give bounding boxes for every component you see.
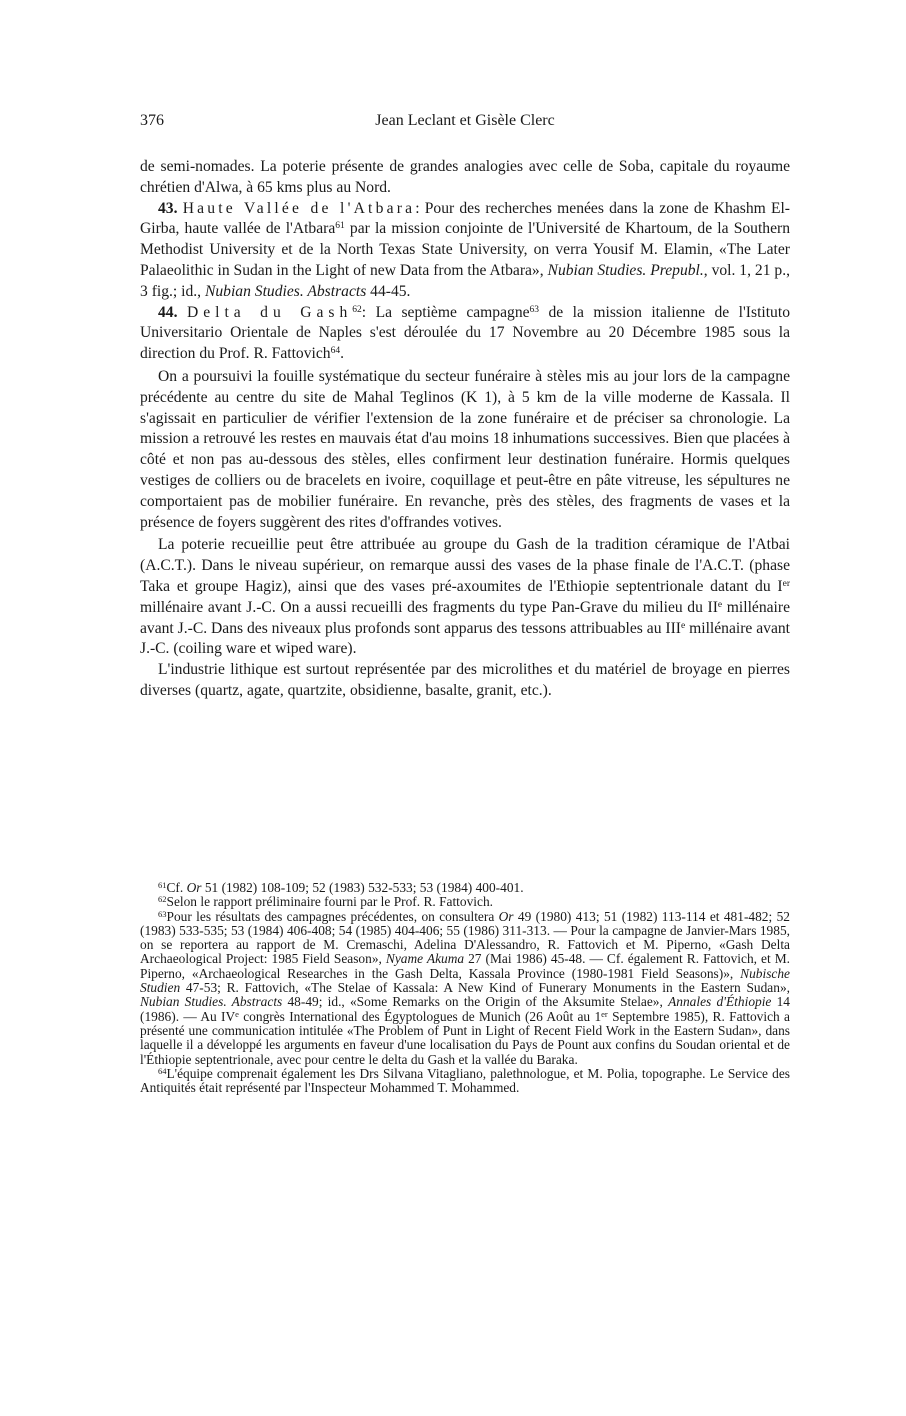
paragraph-lithic: L'industrie lithique est surtout représentée par des microlithes et du matériel de broyage en pierres diverses (quartz, agate, quartzite, obsidienne, basalte, granit, etc.). [140,661,790,699]
section-44-number: 44. [158,303,178,321]
running-head [140,112,790,136]
superscript: e [680,620,686,631]
section-43-text: : Pour des recherches menées dans la zone de Khashm El-Girba, haute vallée de l'Atbara [140,199,790,238]
footnote-text: Selon le rapport préliminaire fourni par le Prof. R. Fattovich. [166,894,494,910]
footnote-text: congrès International des Égyptologues de Munich (26 Août au 1 [238,1008,602,1024]
section-44-text: : La septième campagne [361,303,530,321]
paragraph-soba: de semi-nomades. La poterie présente de grandes analogies avec celle de Soba, capitale du royaume chrétien d'Alwa, à 65 kms plus au Nord. [140,158,790,196]
paragraph-pottery [140,535,790,660]
section-43-text: 44-45. [366,282,411,300]
footnote-text: 51 (1982) 108-109; 52 (1983) 532-533; 53 (1984) 400-401. [201,880,524,895]
paragraph-excavation: On a poursuivi la fouille systématique du secteur funéraire à stèles mis au jour lors de la campagne précédente au centre du site de Mahal Teglinos (K 1), à 5 km de la ville moderne de Kassala. Il s'agissait en particulier de vérifier l'extension de la zone funéraire et de préciser sa chronologie. La mission a retrouvé les restes en mauvais état d'au moins 18 inhumations successives. Bien que placées à côté et non pas au-dessous des stèles, elles confirment leur destination funéraire. Hormis quelques vestiges de colliers ou de bracelets en ivoire, coquillage et peut-être en pâte vitreuse, les sépultures ne comportaient pas de mobilier funéraire. En revanche, près des stèles, des fragments de vases et la présence de foyers suggèrent des rites d'offrandes votives. [140,367,790,531]
superscript: er [782,578,790,589]
paragraph-pottery-text: millénaire avant J.-C. Dans des niveaux plus profonds sont apparus des tessons attribuables au III [140,598,790,637]
section-43 [140,199,790,303]
section-43-text: , vol. 1, 21 p., 3 fig.; id., [140,261,790,300]
footnote-62 [140,895,790,909]
section-43-citation: Nubian Studies. Prepubl. [547,261,704,279]
section-43-heading: Haute Vallée de l'Atbara [182,199,416,217]
footnote-number: 62 [158,894,167,905]
footnote-61 [140,881,790,895]
section-44-heading: Delta du Gash [186,303,353,321]
section-43-text: par la mission conjointe de l'Université de Khartoum, de la Southern Methodist University et de la North Texas State University, on verra Yousif M. Elamin, «The Later Palaeolithic in Sudan in the Light of new Data from the Atbara», [140,220,790,279]
footnote-63 [140,910,790,1067]
footnote-citation: Or [498,908,514,924]
section-43-number: 43. [158,199,178,217]
footnote-citation: Nyame Akuma [385,951,465,967]
footnote-number: 61 [158,880,167,890]
page-number: 376 [140,112,164,129]
section-43-citation: Nubian Studies. Abstracts [204,282,367,300]
superscript: e [717,599,723,610]
paragraph-pottery-text: millénaire avant J.-C. (coiling ware et wiped ware). [140,619,790,658]
section-44 [140,303,790,365]
footnote-text: Cf. [166,880,187,895]
paragraph-pottery-text: La poterie recueillie peut être attribuée au groupe du Gash de la tradition céramique de l'Atbai (A.C.T.). Dans le niveau supérieur, on remarque aussi des vases de la phase finale de l'A.C.T. (phase Taka et groupe Hagiz), ainsi que des vases pré-axoumites de l'Ethiopie septentrionale datant du I [140,536,790,595]
footnote-ref-64[interactable]: 64 [330,346,341,357]
section-44-text: de la mission italienne de l'Istituto Universitario Orientale de Naples s'est déroulée du 17 Novembre au 20 Décembre 1985 sous la direction du Prof. R. Fattovich [140,303,790,363]
footnote-citation: Or [186,880,202,895]
superscript: e [235,1008,239,1019]
footnote-64 [140,1067,790,1096]
footnote-text: 47-53; R. Fattovich, «The Stelae of Kassala: A New Kind of Funerary Monuments in the Eastern Sudan», [180,980,790,996]
header-title: Jean Leclant et Gisèle Clerc [375,112,555,129]
footnote-text: 48-49; id., «Some Remarks on the Origin of the Aksumite Stelae», [282,994,669,1010]
footnote-text: L'équipe comprenait également les Drs Silvana Vitagliano, palethnologue, et M. Polia, topographe. Le Service des Antiquités était représenté par l'Inspecteur Mohammed T. Mohammed. [140,1065,790,1096]
footnote-text: 27 (Mai 1986) 45-48. — Cf. également R. Fattovich, et M. Piperno, «Archaeological Researches in the Gash Delta, Kassala Province (1980-1981 Field Seasons)», [140,951,790,981]
footnote-ref-63[interactable]: 63 [529,304,540,315]
body-text [140,157,790,702]
footnotes [140,881,790,1095]
footnote-citation: Nubische Studien [140,965,790,996]
footnote-text: Pour les résultats des campagnes précédentes, on consultera [166,908,499,924]
footnote-text: 14 (1986). — Au IV [140,994,790,1024]
footnote-ref-62[interactable]: 62 [352,304,362,315]
section-44-text: . [340,345,344,363]
footnote-number: 64 [158,1065,167,1076]
superscript: er [601,1008,608,1019]
footnote-text: 49 (1980) 413; 51 (1982) 113-114 et 481-482; 52 (1983) 533-535; 53 (1984) 406-408; 54 (1985) 404-406; 55 (1986) 311-313. — Pour la campagne de Janvier-Mars 1985, on se reportera au rapport de M. Cremaschi, Adelina D'Alessandro, R. Fattovich et M. Piperno, «Gash Delta Archaeological Project: 1985 Field Season», [140,908,790,967]
paragraph-pottery-text: millénaire avant J.-C. On a aussi recueilli des fragments du type Pan-Grave du milieu du II [140,598,718,616]
footnote-number: 63 [158,908,167,919]
footnote-citation: Nubian Studies. Abstracts [140,994,283,1010]
footnote-text: Septembre 1985), R. Fattovich a présenté une communication intitulée «The Problem of Punt in Light of Recent Field Work in the Eastern Sudan», dans laquelle il a développé les arguments en faveur d'une localisation du Pays de Pount aux confins du Soudan oriental et de l'Éthiopie septentrionale, avec pour centre le delta du Gash et la vallée du Baraka. [140,1008,790,1067]
footnote-citation: Annales d'Éthiopie [668,994,772,1010]
footnote-ref-61[interactable]: 61 [335,221,345,232]
